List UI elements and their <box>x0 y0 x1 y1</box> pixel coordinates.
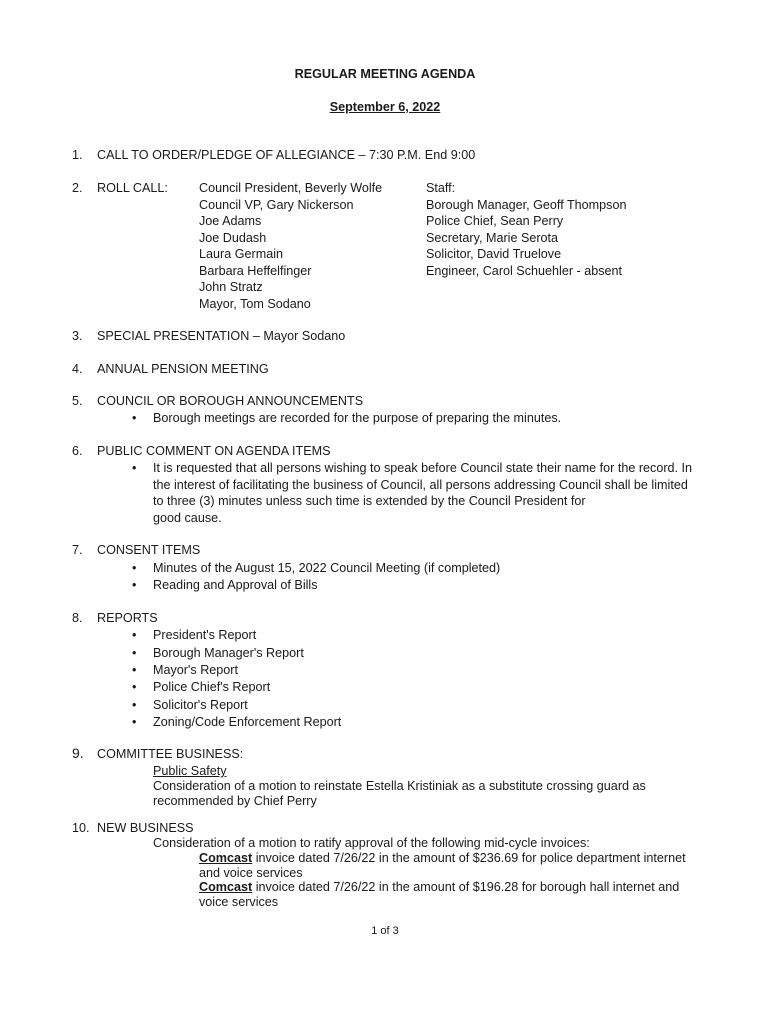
staff-member: Secretary, Marie Serota <box>426 230 559 245</box>
bullet-icon: • <box>132 680 137 694</box>
council-member: Mayor, Tom Sodano <box>199 296 311 311</box>
council-member: John Stratz <box>199 280 263 294</box>
item-heading: SPECIAL PRESENTATION – Mayor Sodano <box>97 329 346 343</box>
bullet-text: Police Chief's Report <box>153 680 271 694</box>
item-number: 3. <box>72 329 83 343</box>
bullet-icon: • <box>132 697 137 712</box>
bullet-text: Mayor's Report <box>153 663 238 677</box>
staff-member: Police Chief, Sean Perry <box>426 214 564 228</box>
item-number: 10. <box>72 821 90 835</box>
council-member: Laura Germain <box>199 247 283 261</box>
item-number: 4. <box>72 362 83 376</box>
bullet-icon: • <box>132 663 137 677</box>
invoice-vendor: Comcast <box>199 880 253 894</box>
item-heading: COUNCIL OR BOROUGH ANNOUNCEMENTS <box>97 394 364 408</box>
item-heading: CONSENT ITEMS <box>97 543 201 557</box>
committee-heading: Public Safety <box>153 764 227 778</box>
motion-text-line: Consideration of a motion to reinstate Estella Kristiniak as a substitute crossing guard as <box>153 779 646 793</box>
bullet-text: Borough Manager's Report <box>153 645 304 660</box>
item-heading: ROLL CALL: <box>97 181 168 195</box>
council-member: Joe Dudash <box>199 230 267 245</box>
council-member: Council VP, Gary Nickerson <box>199 197 354 212</box>
item-number: 5. <box>72 394 83 408</box>
invoice-line <box>199 850 686 866</box>
invoice-detail: invoice dated 7/26/22 in the amount of $196.28 for borough hall internet and <box>252 880 680 894</box>
bullet-icon: • <box>132 578 137 592</box>
bullet-text: Minutes of the August 15, 2022 Council Meeting (if completed) <box>153 561 501 575</box>
item-heading: NEW BUSINESS <box>97 821 194 835</box>
bullet-icon: • <box>132 411 137 425</box>
council-member: Joe Adams <box>199 214 262 228</box>
bullet-icon: • <box>132 628 137 642</box>
item-number: 8. <box>72 611 83 625</box>
bullet-icon: • <box>132 715 137 729</box>
bullet-text: Reading and Approval of Bills <box>153 578 318 592</box>
invoice-line <box>199 879 679 895</box>
bullet-text-line: to three (3) minutes unless such time is extended by the Council President for <box>153 494 586 508</box>
invoice-detail-cont: and voice services <box>199 866 303 880</box>
agenda-title: REGULAR MEETING AGENDA <box>294 67 476 81</box>
item-heading: PUBLIC COMMENT ON AGENDA ITEMS <box>97 444 331 458</box>
motion-intro: Consideration of a motion to ratify approval of the following mid-cycle invoices: <box>153 836 590 850</box>
council-member: Barbara Heffelfinger <box>199 263 312 278</box>
bullet-text: Solicitor's Report <box>153 697 248 712</box>
staff-member: Engineer, Carol Schuehler - absent <box>426 263 623 278</box>
council-member: Council President, Beverly Wolfe <box>199 181 383 195</box>
bullet-text-line: the interest of facilitating the business of Council, all persons addressing Council shall be limited <box>153 477 688 492</box>
item-heading: COMMITTEE BUSINESS: <box>97 747 244 761</box>
item-heading: REPORTS <box>97 611 158 625</box>
bullet-text-line: good cause. <box>153 510 222 525</box>
staff-member: Solicitor, David Truelove <box>426 247 562 261</box>
item-heading: CALL TO ORDER/PLEDGE OF ALLEGIANCE – 7:30 P.M. End 9:00 <box>97 148 476 162</box>
bullet-text: Zoning/Code Enforcement Report <box>153 715 342 729</box>
page-number: 1 of 3 <box>371 925 399 937</box>
meeting-date: September 6, 2022 <box>329 100 441 114</box>
bullet-text-line: It is requested that all persons wishing to speak before Council state their name for the record. In <box>153 461 693 475</box>
bullet-icon: • <box>132 461 137 475</box>
item-heading: ANNUAL PENSION MEETING <box>97 362 269 376</box>
bullet-text: Borough meetings are recorded for the purpose of preparing the minutes. <box>153 411 562 425</box>
motion-text-line: recommended by Chief Perry <box>153 794 317 808</box>
bullet-icon: • <box>132 561 137 575</box>
item-number: 6. <box>72 444 83 458</box>
invoice-detail: invoice dated 7/26/22 in the amount of $236.69 for police department internet <box>252 851 686 865</box>
staff-heading: Staff: <box>426 181 456 195</box>
item-number: 7. <box>72 543 83 557</box>
item-number: 9. <box>72 745 84 761</box>
bullet-icon: • <box>132 645 137 660</box>
invoice-detail-cont: voice services <box>199 895 279 909</box>
staff-member: Borough Manager, Geoff Thompson <box>426 197 627 212</box>
bullet-text: President's Report <box>153 628 257 642</box>
invoice-vendor: Comcast <box>199 851 253 865</box>
item-number: 1. <box>72 148 83 162</box>
item-number: 2. <box>72 181 83 195</box>
